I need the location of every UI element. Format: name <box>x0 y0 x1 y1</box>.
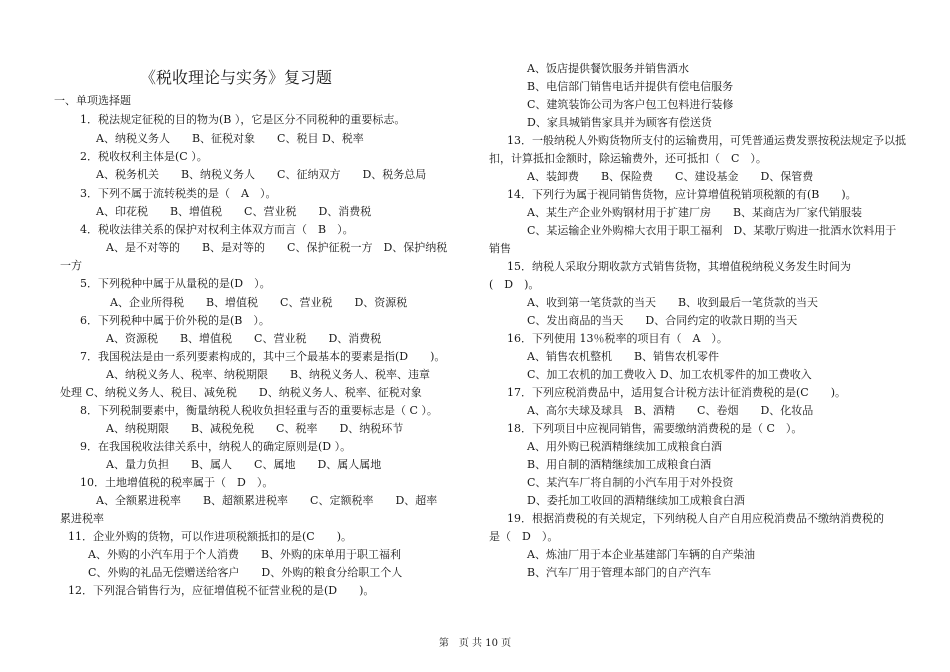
option-line: A、某生产企业外购钢材用于扩建厂房 B、某商店为厂家代销服装 <box>527 206 863 219</box>
option-line: C、加工农机的加工费收入 D、加工农机零件的加工费收入 <box>527 368 812 381</box>
option-line: B、用自制的酒精继续加工成粮食白酒 <box>527 458 712 471</box>
option-line: D、委托加工收回的酒精继续加工成粮食白酒 <box>527 494 745 507</box>
option-line: C、外购的礼品无偿赠送给客户 D、外购的粮食分给职工个人 <box>88 566 403 579</box>
option-line: B、汽车厂用于管理本部门的自产汽车 <box>527 566 712 579</box>
question-line: ( D )。 <box>489 278 540 291</box>
option-line: A、印花税 B、增值税 C、营业税 D、消费税 <box>96 205 372 218</box>
option-line: C、某汽车厂将自制的小汽车用于对外投资 <box>527 476 734 489</box>
option-line: A、纳税期限 B、减税免税 C、税率 D、纳税环节 <box>106 422 404 435</box>
question-line: 3．下列不属于流转税类的是（ A ）。 <box>80 187 277 200</box>
question-line: 2．税收权利主体是(C ）。 <box>80 150 208 163</box>
option-line: A、纳税义务人、税率、纳税期限 B、纳税义务人、税率、违章 <box>106 368 431 381</box>
option-line: A、量力负担 B、属人 C、属地 D、属人属地 <box>106 458 382 471</box>
option-line: D、家具城销售家具并为顾客有偿送货 <box>527 116 712 129</box>
question-line: 13．一般纳税人外购货物所支付的运输费用，可凭普通运费发票按税法规定予以抵 <box>507 134 906 147</box>
question-line: 11．企业外购的货物，可以作进项税额抵扣的是(C )。 <box>68 530 352 543</box>
option-line: A、收到第一笔货款的当天 B、收到最后一笔货款的当天 <box>527 296 819 309</box>
option-line: A、用外购已税酒精继续加工成粮食白酒 <box>527 440 722 453</box>
option-line: 销售 <box>489 242 511 255</box>
question-line: 12．下列混合销售行为，应征增值税不征营业税的是(D )。 <box>68 584 375 597</box>
question-line: 8．下列税制要素中，衡量纳税人税收负担轻重与否的重要标志是（ C ）。 <box>80 404 438 417</box>
option-line: 处理 C、纳税义务人、税目、减免税 D、纳税义务人、税率、征税对象 <box>60 386 422 399</box>
option-line: A、税务机关 B、纳税义务人 C、征纳双方 D、税务总局 <box>96 168 427 181</box>
option-line: A、是不对等的 B、是对等的 C、保护征税一方 D、保护纳税 <box>106 241 448 254</box>
question-line: 7．我国税法是由一系列要素构成的，其中三个最基本的要素是指(D )。 <box>80 350 446 363</box>
page-footer: 第 页 共 10 页 <box>438 638 512 649</box>
question-line: 15．纳税人采取分期收款方式销售货物，其增值税纳税义务发生时间为 <box>507 260 851 273</box>
question-line: 19．根据消费税的有关规定，下列纳税人自产自用应税消费品不缴纳消费税的 <box>507 512 884 525</box>
option-line: A、炼油厂用于本企业基建部门车辆的自产柴油 <box>527 548 755 561</box>
question-line: 4．税收法律关系的保护对权利主体双方而言（ B ）。 <box>80 223 354 236</box>
question-line: 扣，计算抵扣金额时，除运输费外，还可抵扣（ C ）。 <box>489 152 767 165</box>
question-line: 9．在我国税收法律关系中，纳税人的确定原则是(D ）。 <box>80 440 352 453</box>
option-line: C、发出商品的当天 D、合同约定的收款日期的当天 <box>527 314 798 327</box>
option-line: A、外购的小汽车用于个人消费 B、外购的床单用于职工福利 <box>88 548 402 561</box>
option-line: A、资源税 B、增值税 C、营业税 D、消费税 <box>106 332 382 345</box>
question-line: 14．下列行为属于视同销售货物，应计算增值税销项税额的有(B )。 <box>507 188 857 201</box>
option-line: C、建筑装饰公司为客户包工包料进行装修 <box>527 98 734 111</box>
question-line: 5．下列税种中属于从量税的是(D ）。 <box>80 277 271 290</box>
option-line: A、全额累进税率 B、超额累进税率 C、定额税率 D、超率 <box>96 494 438 507</box>
question-line: 10．土地增值税的税率属于（ D ）。 <box>80 476 274 489</box>
option-line: A、高尔夫球及球具 B、酒精 C、卷烟 D、化妆品 <box>527 404 814 417</box>
section-heading: 一、单项选择题 <box>54 94 131 107</box>
option-line: B、电信部门销售电话并提供有偿电信服务 <box>527 80 734 93</box>
page-title: 《税收理论与实务》复习题 <box>140 68 333 87</box>
option-line: 一方 <box>60 259 82 272</box>
option-line: A、企业所得税 B、增值税 C、营业税 D、资源税 <box>110 296 408 309</box>
question-line: 16．下列使用 13％税率的项目有（ A ）。 <box>507 332 728 345</box>
option-line: C、某运输企业外购棉大衣用于职工福利 D、某歌厅购进一批酒水饮料用于 <box>527 224 897 237</box>
option-line: 累进税率 <box>60 512 104 525</box>
question-line: 18．下列项目中应视同销售，需要缴纳消费税的是（ C ）。 <box>507 422 803 435</box>
option-line: A、纳税义务人 B、征税对象 C、税目 D、税率 <box>96 132 364 145</box>
option-line: A、销售农机整机 B、销售农机零件 <box>527 350 720 363</box>
question-line: 17．下列应税消费品中，适用复合计税方法计征消费税的是(C )。 <box>507 386 846 399</box>
option-line: A、饭店提供餐饮服务并销售酒水 <box>527 62 689 75</box>
question-line: 1．税法规定征税的目的物为(B ），它是区分不同税种的重要标志。 <box>80 113 406 126</box>
question-line: 是（ D ）。 <box>489 530 559 543</box>
question-line: 6．下列税种中属于价外税的是(B ）。 <box>80 314 270 327</box>
option-line: A、装卸费 B、保险费 C、建设基金 D、保管费 <box>527 170 814 183</box>
